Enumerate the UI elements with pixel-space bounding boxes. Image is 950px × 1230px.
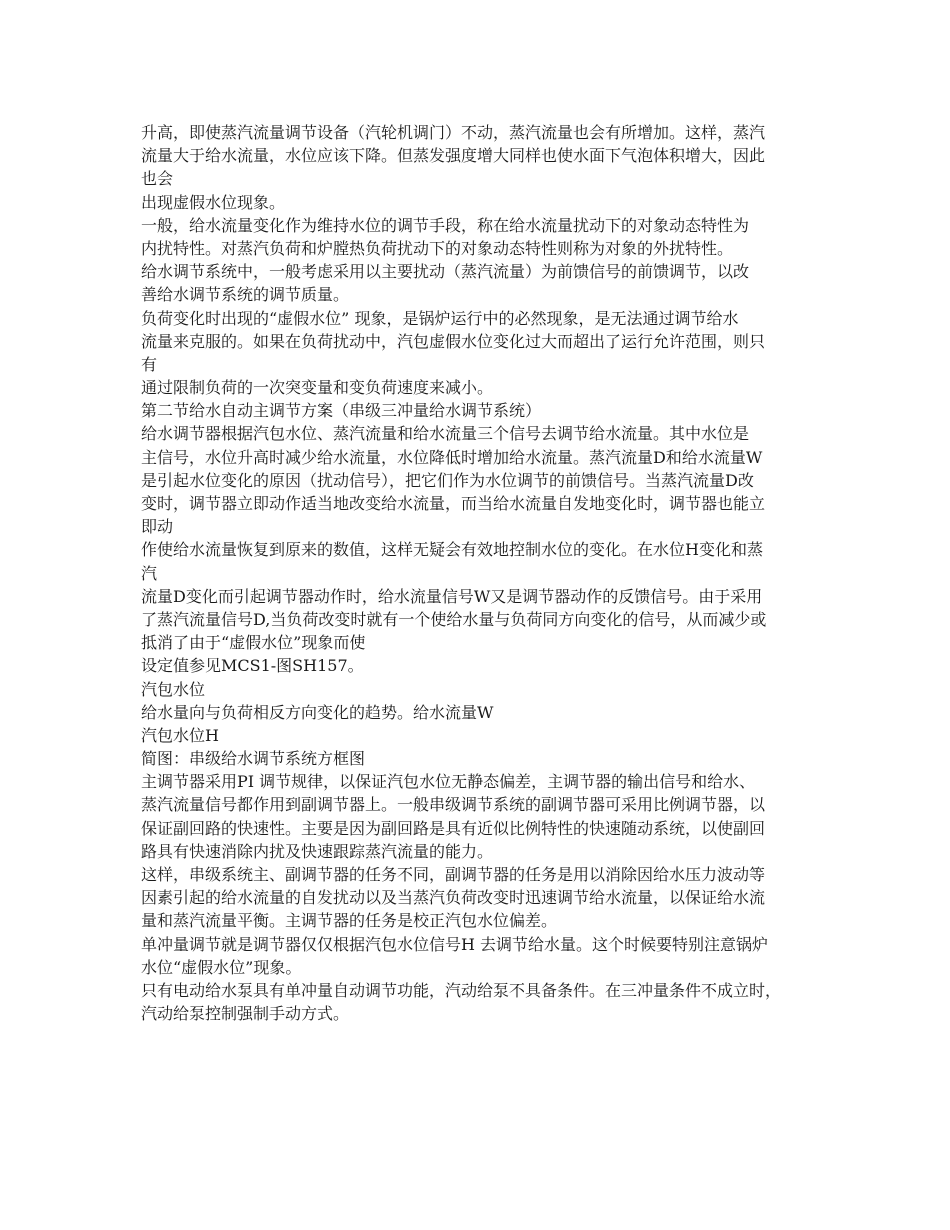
text-line: 流量D变化而引起调节器动作时，给水流量信号W又是调节器动作的反馈信号。由于采用	[141, 586, 763, 606]
text-line: 这样，串级系统主、副调节器的任务不同，副调节器的任务是用以消除因给水压力波动等	[141, 865, 766, 884]
text-line: 路具有快速消除内扰及快速跟踪蒸汽流量的能力。	[141, 841, 494, 861]
section-heading: 第二节给水自动主调节方案（串级三冲量给水调节系统）	[141, 401, 542, 421]
text-line: 升高，即使蒸汽流量调节设备（汽轮机调门）不动，蒸汽流量也会有所增加。这样，蒸汽	[141, 123, 766, 142]
text-line: 出现虚假水位现象。	[141, 192, 286, 212]
text-line: 负荷变化时出现的“虚假水位” 现象，是锅炉运行中的必然现象，是无法通过调节给水	[141, 308, 739, 328]
text-line: 汽	[141, 563, 158, 583]
text-line: 蒸汽流量信号都作用到副调节器上。一般串级调节系统的副调节器可采用比例调节器，以	[141, 795, 766, 815]
text-line: 也会	[141, 169, 174, 189]
text-line: 流量来克服的。如果在负荷扰动中，汽包虚假水位变化过大而超出了运行允许范围，则只	[141, 331, 766, 351]
document-body	[141, 121, 821, 1025]
text-line: 通过限制负荷的一次突变量和变负荷速度来减小。	[141, 378, 494, 398]
text-line: 一般，给水流量变化作为维持水位的调节手段，称在给水流量扰动下的对象动态特性为	[141, 215, 750, 235]
text-line: 有	[141, 354, 158, 374]
text-line: 量和蒸汽流量平衡。主调节器的任务是校正汽包水位偏差。	[141, 911, 558, 931]
text-line: 变时，调节器立即动作适当地改变给水流量，而当给水流量自发地变化时，调节器也能立	[141, 494, 766, 513]
text-line: 设定值参见MCS1-图SH157。	[141, 656, 364, 676]
text-line: 作使给水流量恢复到原来的数值，这样无疑会有效地控制水位的变化。在水位H变化和蒸	[141, 540, 763, 560]
text-line: 给水调节器根据汽包水位、蒸汽流量和给水流量三个信号去调节给水流量。其中水位是	[141, 424, 750, 444]
text-line: 汽动给泵控制强制手动方式。	[141, 1004, 350, 1024]
text-line: 汽包水位H	[141, 725, 219, 745]
text-line: 给水量向与负荷相反方向变化的趋势。给水流量W	[141, 702, 494, 722]
text-line: 主调节器采用PI 调节规律，以保证汽包水位无静态偏差，主调节器的输出信号和给水、	[141, 772, 756, 792]
text-line: 善给水调节系统的调节质量。	[141, 285, 350, 305]
text-line: 水位“虚假水位”现象。	[141, 957, 302, 977]
text-line: 只有电动给水泵具有单冲量自动调节功能，汽动给泵不具备条件。在三冲量条件不成立时，	[141, 980, 782, 1000]
text-line: 了蒸汽流量信号D,当负荷改变时就有一个使给水量与负荷同方向变化的信号，从而减少或	[141, 609, 767, 629]
text-line: 汽包水位	[141, 679, 206, 699]
text-line: 保证副回路的快速性。主要是因为副回路是具有近似比例特性的快速随动系统，以使副回	[141, 818, 766, 838]
text-line: 即动	[141, 517, 174, 537]
text-line: 因素引起的给水流量的自发扰动以及当蒸汽负荷改变时迅速调节给水流量，以保证给水流	[141, 888, 766, 908]
text-line: 单冲量调节就是调节器仅仅根据汽包水位信号H 去调节给水量。这个时候要特别注意锅炉	[141, 934, 769, 954]
text-line: 内扰特性。对蒸汽负荷和炉膛热负荷扰动下的对象动态特性则称为对象的外扰特性。	[141, 238, 734, 258]
text-line: 抵消了由于“虚假水位”现象而使	[141, 633, 366, 653]
figure-caption: 简图：串级给水调节系统方框图	[141, 749, 366, 769]
text-line: 是引起水位变化的原因（扰动信号），把它们作为水位调节的前馈信号。当蒸汽流量D改	[141, 470, 754, 490]
text-line: 主信号，水位升高时减少给水流量，水位降低时增加给水流量。蒸汽流量D和给水流量W	[141, 447, 763, 467]
text-line: 流量大于给水流量，水位应该下降。但蒸发强度增大同样也使水面下气泡体积增大，因此	[141, 146, 766, 166]
text-line: 给水调节系统中，一般考虑采用以主要扰动（蒸汽流量）为前馈信号的前馈调节，以改	[141, 262, 750, 282]
